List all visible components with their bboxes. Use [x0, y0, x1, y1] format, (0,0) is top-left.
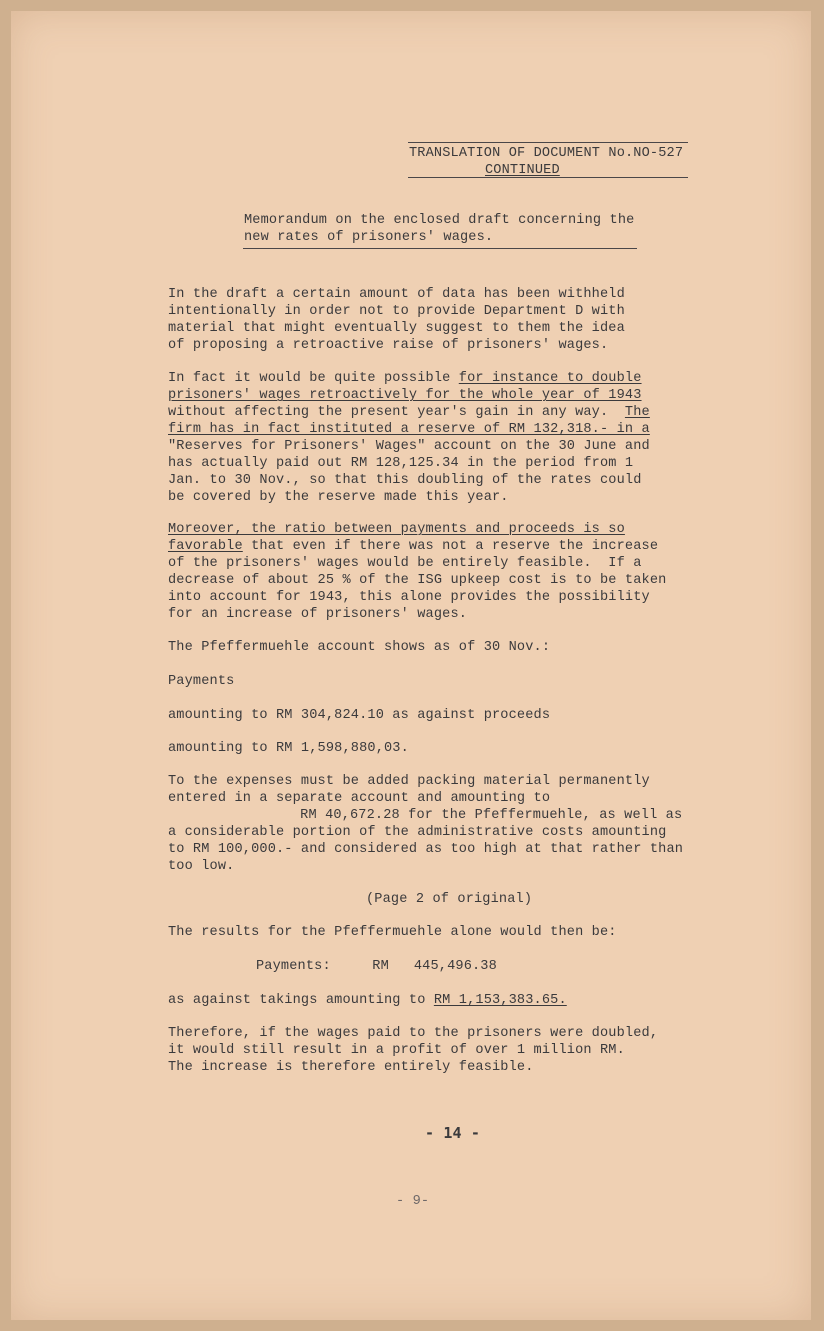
para3-text: that even if there was not a reserve the increase [242, 539, 659, 554]
para2-line-4: firm has in fact instituted a reserve of RM 132,318.- in a [168, 422, 650, 437]
para3-line-1: Moreover, the ratio between payments and proceeds is so [168, 522, 625, 537]
payments-label: Payments [168, 674, 235, 689]
para2-text: In fact it would be quite possible [168, 371, 459, 386]
para1-line: material that might eventually suggest to them the idea [168, 321, 625, 336]
header-title: TRANSLATION OF DOCUMENT No.NO-527 [409, 146, 684, 161]
para1-line: of proposing a retroactive raise of prisoners' wages. [168, 338, 609, 353]
original-page-reference: (Page 2 of original) [366, 892, 533, 907]
page-number: - 14 - [425, 1124, 481, 1142]
para2-line-1 [168, 370, 642, 387]
amount-line-1: amounting to RM 304,824.10 as against proceeds [168, 708, 551, 723]
para2-line-8: be covered by the reserve made this year. [168, 490, 509, 505]
para4-line: RM 40,672.28 for the Pfeffermuehle, as well as [134, 808, 683, 823]
header-bottom-rule [408, 177, 688, 178]
para4-line: a considerable portion of the administrative costs amounting [168, 825, 667, 840]
results-line: The results for the Pfeffermuehle alone would then be: [168, 925, 617, 940]
para2-line-5: "Reserves for Prisoners' Wages" account on the 30 June and [168, 439, 650, 454]
memo-title-rule [243, 248, 637, 249]
memo-title-line-1: Memorandum on the enclosed draft concerning the [244, 213, 635, 228]
para1-line: intentionally in order not to provide Department D with [168, 304, 625, 319]
para3-line-4: decrease of about 25 % of the ISG upkeep cost is to be taken [168, 573, 667, 588]
para4-line: entered in a separate account and amounting to [168, 791, 551, 806]
para2-line-2: prisoners' wages retroactively for the whole year of 1943 [168, 388, 642, 403]
header-top-rule [408, 142, 688, 143]
para4-line: To the expenses must be added packing material permanently [168, 774, 650, 789]
para5-line: it would still result in a profit of over 1 million RM. [168, 1043, 625, 1058]
para3-underlined-text: favorable [168, 539, 243, 554]
memo-title-line-2: new rates of prisoners' wages. [244, 230, 494, 245]
header-subtitle: CONTINUED [485, 163, 560, 178]
takings-amount: RM 1,153,383.65. [433, 993, 567, 1008]
para5-line: Therefore, if the wages paid to the prisoners were doubled, [168, 1026, 659, 1041]
takings-text: as against takings amounting to [168, 993, 434, 1008]
para3-line-6: for an increase of prisoners' wages. [168, 607, 468, 622]
para2-underlined-text: The [624, 405, 650, 420]
account-line: The Pfeffermuehle account shows as of 30 Nov.: [168, 640, 551, 655]
para5-line: The increase is therefore entirely feasible. [168, 1060, 534, 1075]
payments-total-line: Payments: RM 445,496.38 [256, 959, 497, 974]
para2-line-7: Jan. to 30 Nov., so that this doubling of the rates could [168, 473, 642, 488]
para3-line-5: into account for 1943, this alone provides the possibility [168, 590, 650, 605]
takings-line [168, 992, 567, 1009]
amount-line-2: amounting to RM 1,598,880,03. [168, 741, 409, 756]
para1-line: In the draft a certain amount of data has been withheld [168, 287, 625, 302]
footer-mark: - 9- [396, 1194, 430, 1209]
para2-underlined-text: for instance to double [458, 371, 642, 386]
para2-text: without affecting the present year's gain in any way. [168, 405, 625, 420]
para4-line: to RM 100,000.- and considered as too high at that rather than [168, 842, 684, 857]
document-page [11, 11, 811, 1320]
para3-line-2 [168, 538, 658, 555]
para4-line: too low. [168, 859, 235, 874]
para2-line-3 [168, 404, 650, 421]
para3-line-3: of the prisoners' wages would be entirely feasible. If a [168, 556, 642, 571]
para2-line-6: has actually paid out RM 128,125.34 in the period from 1 [168, 456, 634, 471]
